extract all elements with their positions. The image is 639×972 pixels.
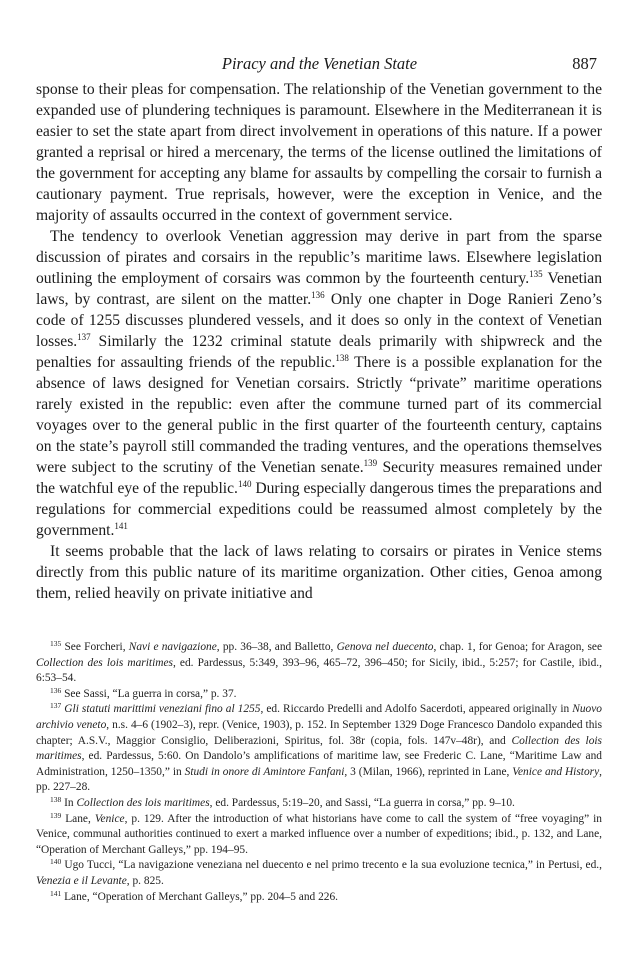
text-run: See Forcheri,	[61, 641, 129, 653]
footnote-number: 140	[50, 857, 62, 867]
footnote-140	[36, 858, 602, 889]
paragraph-1: sponse to their pleas for compensation. The relationship of the Venetian government to the expanded use of plundering techniques is paramount. Elsewhere in the Mediterranean it is easier to set the state apart from direct involvement in operations of this nature. If a power granted a reprisal or hired a mercenary, the terms of the license outlined the limitations of the government for accepting any blame for assaults by compelling the corsair to furnish a cautionary payment. True reprisals, however, were the exception in Venice, and the majority of assaults occurred in the context of government service.	[36, 81, 602, 224]
text-run: Security measures remained under the watchful eye of the republic.	[36, 459, 602, 497]
italic-title: Venice	[94, 812, 125, 825]
text-run: Lane,	[61, 812, 95, 825]
italic-title: Collection des lois maritimes	[76, 796, 210, 809]
running-title: Piracy and the Venetian State	[221, 54, 418, 73]
footnote-number: 137	[50, 701, 62, 711]
footnote-138	[36, 796, 602, 812]
footnote-ref-140: 140	[237, 479, 252, 489]
text-run: See Sassi, “La guerra in corsa,” p. 37.	[61, 687, 237, 700]
text-run: During especially dangerous times the preparations and regulations for commercial expeditions could be reassumed almost completely by the government.	[36, 480, 602, 539]
text-run: , ed. Riccardo Predelli and Adolfo Sacerdoti, appeared originally in	[260, 703, 573, 716]
main-text	[36, 79, 602, 604]
paragraph-3: It seems probable that the lack of laws relating to corsairs or pirates in Venice stems directly from this public nature of its maritime organization. Other cities, Genoa among them, relied heavily on private initiative and	[36, 543, 602, 602]
footnote-ref-139: 139	[363, 458, 378, 468]
footnote-ref-137: 137	[77, 332, 91, 342]
footnote-135	[36, 640, 602, 687]
italic-title: Venice and History	[512, 765, 600, 778]
text-run: In	[61, 796, 77, 809]
footnote-number: 135	[50, 639, 62, 648]
italic-title: Collection des lois maritimes	[36, 734, 602, 763]
text-run: Similarly the 1232 criminal statute deals primarily with shipwreck and the penalties for assaulting friends of the republic.	[36, 333, 602, 371]
footnote-number: 136	[50, 685, 62, 695]
footnote-137	[36, 702, 602, 796]
italic-title: Navi e navigazione	[128, 641, 217, 653]
text-run: Ugo Tucci, “La navigazione veneziana nel duecento e nel primo trecento e la sua evoluzione tecnica,” in Pertusi, ed.,	[61, 859, 602, 872]
footnote-ref-141: 141	[114, 521, 128, 531]
footnote-number: 138	[50, 794, 62, 804]
text-run: , pp. 227–28.	[36, 765, 602, 794]
italic-title: Nuovo archivio veneto	[36, 703, 602, 731]
text-run: , p. 825.	[126, 874, 164, 887]
text-run: , 3 (Milan, 1966), reprinted in Lane,	[344, 765, 513, 778]
text-run: Venetian laws, by contrast, are silent on the matter.	[36, 270, 602, 308]
footnotes	[36, 640, 602, 905]
italic-title: Genova nel duecento	[336, 641, 434, 653]
running-header	[36, 54, 603, 76]
text-run: Lane, “Operation of Merchant Galleys,” pp. 204–5 and 226.	[61, 890, 339, 903]
page-number: 887	[572, 54, 597, 73]
text-run: , ed. Pardessus, 5:349, 393–96, 465–72, 396–450; for Sicily, ibid., 5:257; for Castile, ibid., 6:53–54.	[36, 656, 602, 685]
text-run: , chap. 1, for Genoa; for Aragon, see	[433, 641, 602, 653]
footnote-number: 141	[50, 888, 62, 898]
italic-title: Collection des lois maritimes	[36, 656, 173, 669]
italic-title: Venezia e il Levante	[36, 874, 127, 887]
italic-title: Studi in onore di Amintore Fanfani	[184, 765, 345, 778]
footnote-141	[36, 890, 602, 906]
footnote-139	[36, 812, 602, 859]
text-run: , pp. 36–38, and Balletto,	[216, 641, 337, 653]
text-run: There is a possible explanation for the absence of laws designed for Venetian corsairs. Strictly “private” maritime operations rarely existed in the republic: even after the commune turned part of its commercial voyages over to the general public in the first quarter of the fourteenth century, captains on the state’s payroll still commanded the trading ventures, and the operations themselves were subject to the scrutiny of the Venetian senate.	[36, 354, 603, 476]
footnote-ref-135: 135	[529, 269, 543, 279]
text-run: Only one chapter in Doge Ranieri Zeno’s code of 1255 discusses plundered vessels, and it does so only in the context of Venetian losses.	[36, 291, 602, 350]
footnote-136	[36, 687, 602, 703]
italic-title: Gli statuti marittimi veneziani fino al 1255	[61, 703, 261, 716]
paragraph-2	[36, 226, 602, 541]
text-run: , p. 129. After the introduction of what historians have come to call the system of “free voyaging” in Venice, communal authorities continued to exert a marked influence over a number of expeditions; ibid., p. 132, and Lane, “Operation of Merchant Galleys,” pp. 194–95.	[36, 812, 602, 856]
footnote-ref-136: 136	[311, 290, 325, 300]
text-run: , ed. Pardessus, 5:19–20, and Sassi, “La guerra in corsa,” pp. 9–10.	[209, 796, 515, 809]
text-run: The tendency to overlook Venetian aggression may derive in part from the sparse discussion of pirates and corsairs in the republic’s maritime laws. Elsewhere legislation outlining the employment of corsairs was common by the fourteenth century.	[36, 228, 602, 287]
text-run: , ed. Pardessus, 5:60. On Dandolo’s amplifications of maritime law, see Frederic C. Lane, “Maritime Law and Administration, 1250–1350,” in	[36, 750, 602, 778]
text-run: , n.s. 4–6 (1902–3), repr. (Venice, 1903), p. 152. In September 1329 Doge Francesco Dandolo expanded this chapter; A.S.V., Maggior Consiglio, Deliberazioni, Spiritus, fol. 38r (copia, fols. 147v–48r), and	[36, 718, 603, 747]
footnote-number: 139	[50, 810, 62, 820]
footnote-ref-138: 138	[335, 353, 349, 363]
